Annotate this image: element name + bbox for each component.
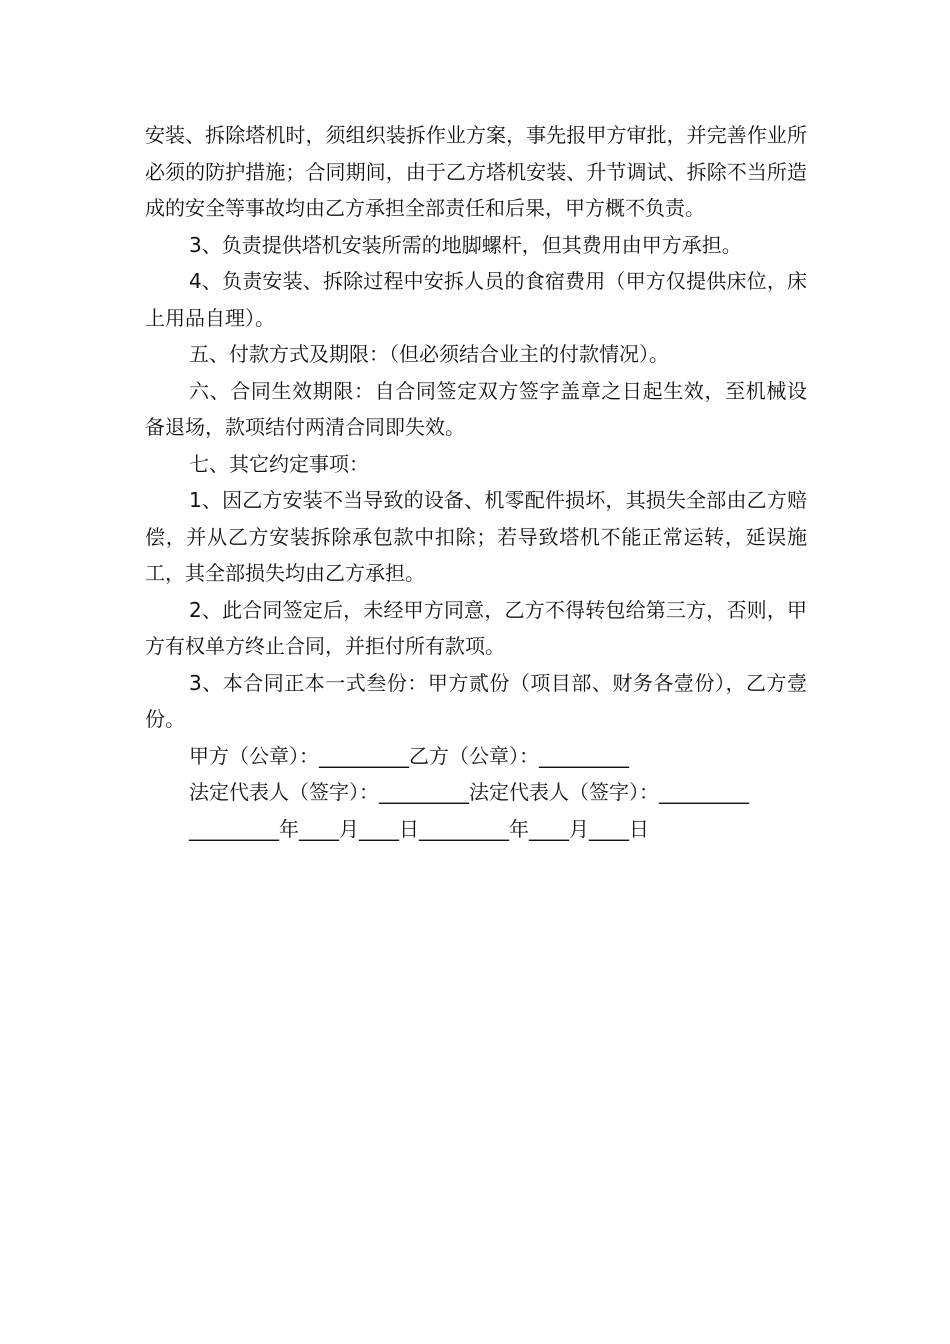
signature-representative-line: 法定代表人（签字）：_________法定代表人（签字）：_________	[189, 780, 749, 804]
paragraph-other-matters-heading: 七、其它约定事项：	[189, 451, 369, 476]
paragraph-no-subcontracting: 2、此合同签定后，未经甲方同意，乙方不得转包给第三方，否则，甲方有权单方终止合同，并拒付所有款项。	[145, 597, 807, 658]
paragraph-anchor-bolts: 3、负责提供塔机安装所需的地脚螺杆，但其费用由甲方承担。	[189, 232, 742, 257]
signature-date-line: _________年____月____日_________年____月____日	[189, 816, 649, 841]
paragraph-installation-safety: 安装、拆除塔机时，须组织装拆作业方案，事先报甲方审批，并完善作业所必须的防护措施；合同期间，由于乙方塔机安装、升节调试、拆除不当所造成的安全等事故均由乙方承担全部责任和后果，甲方概不负责。	[145, 123, 807, 220]
paragraph-copies: 3、本合同正本一式叁份：甲方贰份（项目部、财务各壹份），乙方壹份。	[145, 670, 807, 731]
contract-body	[145, 117, 807, 847]
paragraph-damage-liability: 1、因乙方安装不当导致的设备、机零配件损坏，其损失全部由乙方赔偿，并从乙方安装拆除承包款中扣除；若导致塔机不能正常运转，延误施工，其全部损失均由乙方承担。	[145, 488, 807, 585]
paragraph-effective-period: 六、合同生效期限：自合同签定双方签字盖章之日起生效，至机械设备退场，款项结付两清合同即失效。	[145, 378, 807, 439]
paragraph-board-lodging: 4、负责安装、拆除过程中安拆人员的食宿费用（甲方仅提供床位，床上用品自理）。	[145, 269, 807, 330]
signature-seal-line: 甲方（公章）：_________乙方（公章）：_________	[189, 743, 629, 768]
paragraph-payment-terms: 五、付款方式及期限：（但必须结合业主的付款情况）。	[189, 342, 669, 366]
